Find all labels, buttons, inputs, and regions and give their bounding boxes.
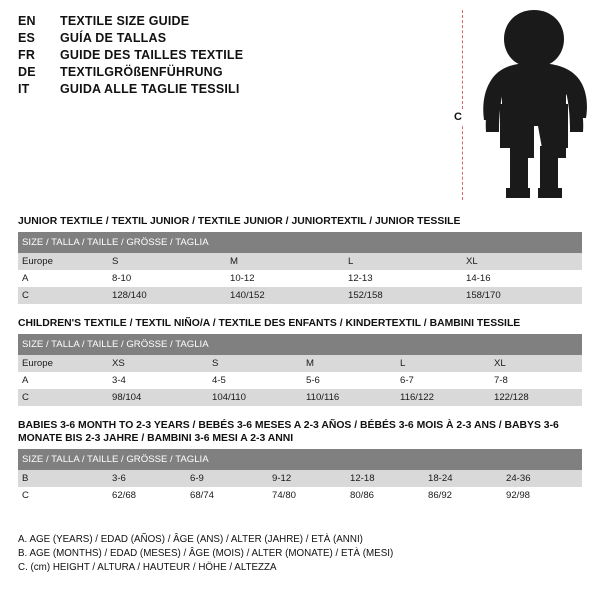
cell: 10-12	[226, 270, 344, 287]
cell: 3-4	[108, 372, 208, 389]
cell: 8-10	[108, 270, 226, 287]
cell: 14-16	[462, 270, 582, 287]
cell: 116/122	[396, 389, 490, 406]
table-header-row	[18, 334, 582, 355]
table-row	[18, 287, 582, 304]
table-row	[18, 270, 582, 287]
section-title: JUNIOR TEXTILE / TEXTIL JUNIOR / TEXTILE JUNIOR / JUNIORTEXTIL / JUNIOR TESSILE	[18, 216, 461, 227]
cell: 110/116	[302, 389, 396, 406]
row-label: C	[18, 389, 108, 406]
cell: XS	[108, 355, 208, 372]
cell: 9-12	[268, 470, 346, 487]
cell: 122/128	[490, 389, 582, 406]
measure-label-c: C	[454, 111, 462, 123]
cell: L	[344, 253, 462, 270]
cell: XL	[490, 355, 582, 372]
table-row	[18, 253, 582, 270]
cell: 158/170	[462, 287, 582, 304]
row-label: C	[18, 287, 108, 304]
cell: S	[208, 355, 302, 372]
table-row	[18, 389, 582, 406]
legend-line-c: C. (cm) HEIGHT / ALTURA / HAUTEUR / HÖHE / ALTEZZA	[18, 562, 277, 574]
cell: 6-9	[186, 470, 268, 487]
legend-line-b: B. AGE (MONTHS) / EDAD (MESES) / ÂGE (MOIS) / ALTER (MONATE) / ETÀ (MESI)	[18, 548, 394, 560]
language-row-fr	[18, 48, 438, 62]
cell: L	[396, 355, 490, 372]
language-code: FR	[18, 48, 36, 62]
section-junior-textile	[18, 215, 582, 304]
language-title: GUÍA DE TALLAS	[60, 31, 167, 45]
cell: 6-7	[396, 372, 490, 389]
child-silhouette-icon	[472, 8, 592, 203]
cell: 98/104	[108, 389, 208, 406]
cell: M	[226, 253, 344, 270]
language-title: GUIDE DES TAILLES TEXTILE	[60, 48, 244, 62]
cell: 152/158	[344, 287, 462, 304]
language-title: TEXTILGRÖßENFÜHRUNG	[60, 65, 223, 79]
table-header-row	[18, 449, 582, 470]
row-label: B	[18, 470, 108, 487]
row-label: A	[18, 372, 108, 389]
section-title: CHILDREN'S TEXTILE / TEXTIL NIÑO/A / TEXTILE DES ENFANTS / KINDERTEXTIL / BAMBINI TESSILE	[18, 318, 521, 329]
language-row-es	[18, 31, 438, 45]
height-measure-line	[462, 10, 463, 200]
cell: S	[108, 253, 226, 270]
cell: 92/98	[502, 487, 582, 504]
cell: 128/140	[108, 287, 226, 304]
cell: 5-6	[302, 372, 396, 389]
cell: 24-36	[502, 470, 582, 487]
row-label: A	[18, 270, 108, 287]
legend-line-a: A. AGE (YEARS) / EDAD (AÑOS) / ÂGE (ANS) / ALTER (JAHRE) / ETÀ (ANNI)	[18, 534, 363, 545]
cell: 68/74	[186, 487, 268, 504]
cell: 104/110	[208, 389, 302, 406]
row-label: C	[18, 487, 108, 504]
language-title: TEXTILE SIZE GUIDE	[60, 14, 190, 28]
row-label: Europe	[18, 355, 108, 372]
cell: 80/86	[346, 487, 424, 504]
table-row	[18, 372, 582, 389]
cell: 12-18	[346, 470, 424, 487]
table-header-label: SIZE / TALLA / TAILLE / GRÖSSE / TAGLIA	[18, 232, 582, 253]
language-title: GUIDA ALLE TAGLIE TESSILI	[60, 82, 240, 96]
language-code: IT	[18, 82, 30, 96]
cell: 86/92	[424, 487, 502, 504]
measurement-figure	[440, 8, 590, 203]
cell: 12-13	[344, 270, 462, 287]
cell: 3-6	[108, 470, 186, 487]
table-row	[18, 355, 582, 372]
language-row-it	[18, 82, 438, 96]
cell: 4-5	[208, 372, 302, 389]
size-table-children	[18, 334, 582, 406]
section-title: BABIES 3-6 MONTH TO 2-3 YEARS / BEBÉS 3-6 MESES A 2-3 AÑOS / BÉBÉS 3-6 MOIS À 2-3 ANS / BABYS 3-6 MONATE BIS 2-3 JAHRE / BAMBINI 3-6 MESI A 2-3 ANNI	[18, 420, 559, 444]
language-code: ES	[18, 31, 36, 45]
table-row	[18, 470, 582, 487]
cell: 74/80	[268, 487, 346, 504]
section-babies-textile	[18, 419, 582, 504]
language-row-de	[18, 65, 438, 79]
table-header-label: SIZE / TALLA / TAILLE / GRÖSSE / TAGLIA	[18, 334, 582, 355]
cell: M	[302, 355, 396, 372]
section-childrens-textile	[18, 317, 582, 406]
language-title-block	[18, 14, 438, 99]
size-table-junior	[18, 232, 582, 304]
language-code: DE	[18, 65, 36, 79]
cell: 140/152	[226, 287, 344, 304]
size-table-babies	[18, 449, 582, 504]
row-label: Europe	[18, 253, 108, 270]
table-header-label: SIZE / TALLA / TAILLE / GRÖSSE / TAGLIA	[18, 449, 582, 470]
table-header-row	[18, 232, 582, 253]
language-code: EN	[18, 14, 36, 28]
cell: 18-24	[424, 470, 502, 487]
language-row-en	[18, 14, 438, 28]
cell: 7-8	[490, 372, 582, 389]
legend-block	[18, 533, 582, 576]
table-row	[18, 487, 582, 504]
cell: 62/68	[108, 487, 186, 504]
cell: XL	[462, 253, 582, 270]
